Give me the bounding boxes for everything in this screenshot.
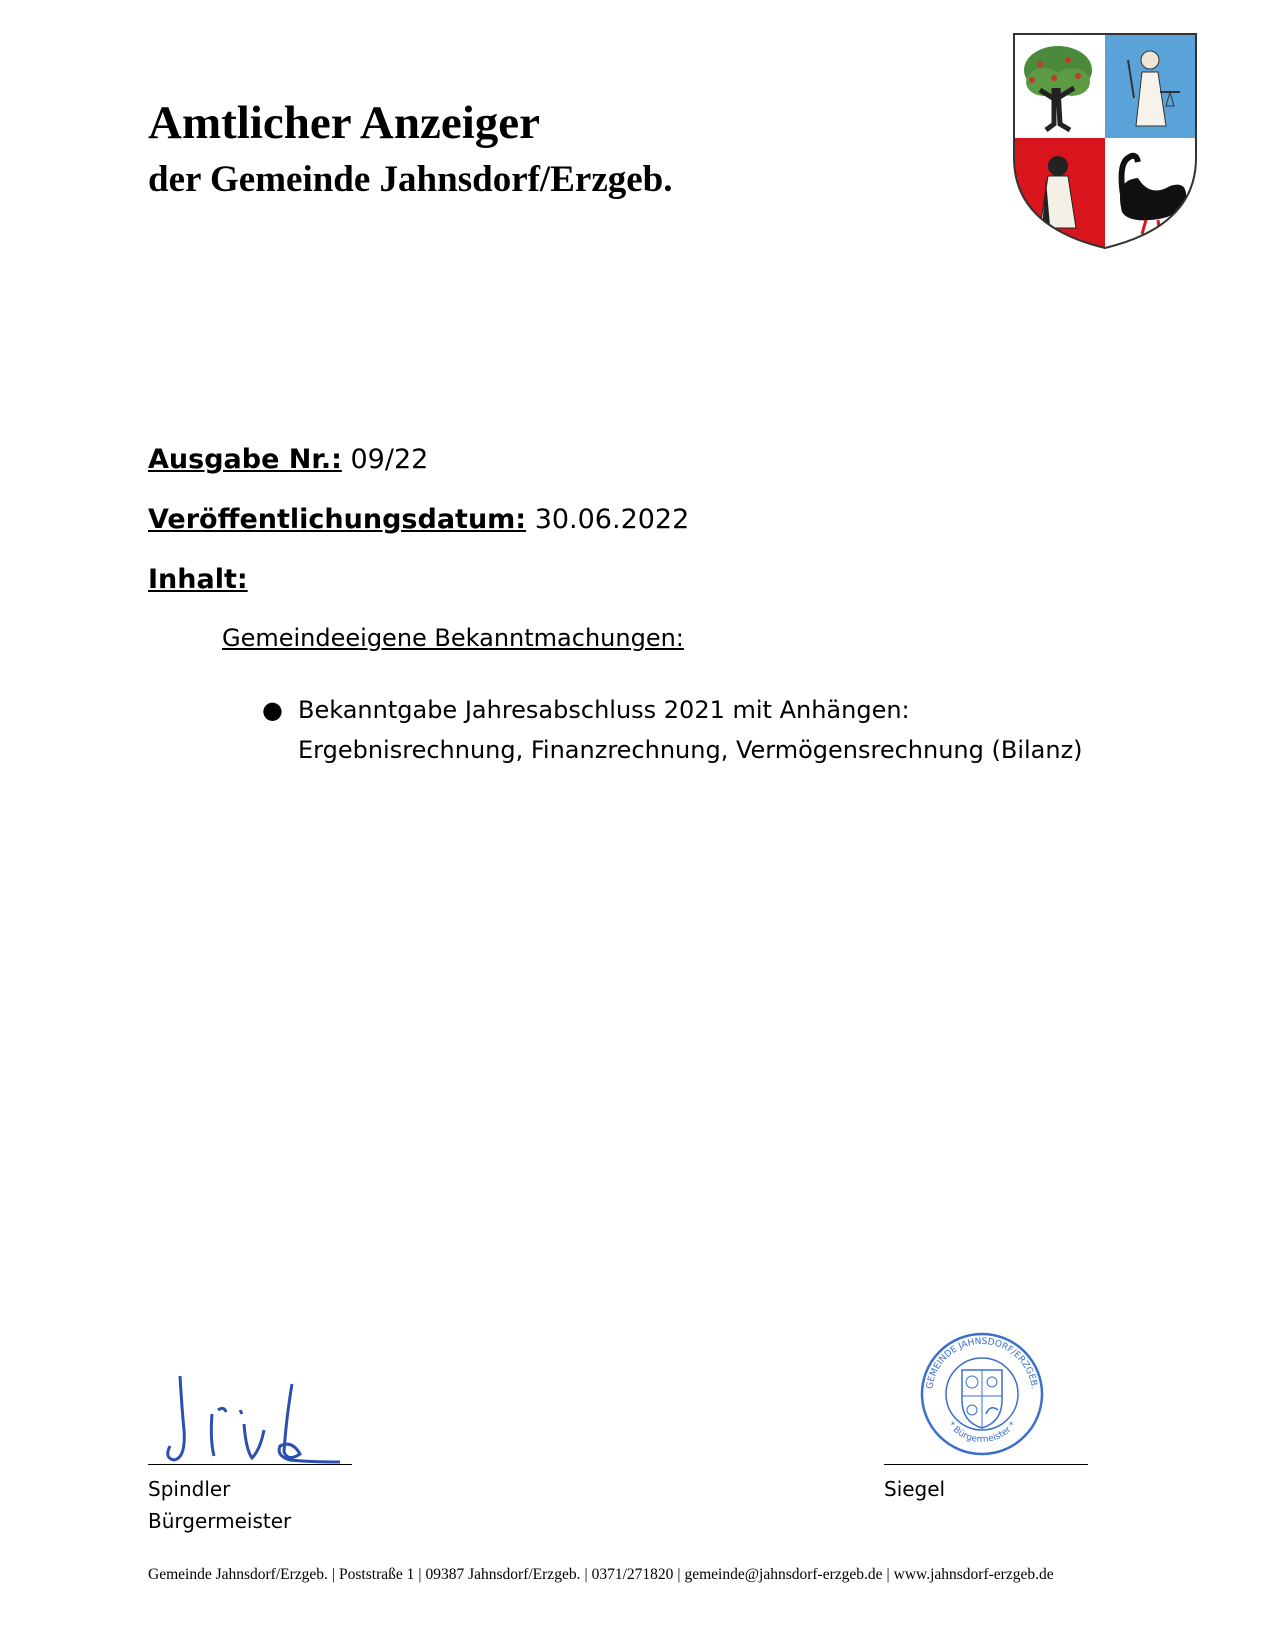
date-label: Veröffentlichungsdatum: xyxy=(148,504,527,535)
content-label: Inhalt: xyxy=(148,564,248,595)
section-title: Gemeindeeigene Bekanntmachungen: xyxy=(222,624,684,652)
handwritten-signature xyxy=(160,1370,350,1470)
issue-number-row xyxy=(148,444,428,476)
page-subtitle: der Gemeinde Jahnsdorf/Erzgeb. xyxy=(148,159,673,200)
publication-date-row xyxy=(148,504,689,536)
signatory-role: Bürgermeister xyxy=(148,1509,292,1533)
footer: Gemeinde Jahnsdorf/Erzgeb. | Poststraße 1 | 09387 Jahnsdorf/Erzgeb. | 0371/271820 | gemeinde@jahnsdorf-erzgeb.de | www.jahnsdorf-erzgeb.de xyxy=(148,1566,1054,1583)
issue-value: 09/22 xyxy=(350,444,429,475)
footer-city: 09387 Jahnsdorf/Erzgeb. xyxy=(425,1566,581,1583)
signatory-name: Spindler xyxy=(148,1477,231,1501)
footer-phone: 0371/271820 xyxy=(591,1566,674,1583)
seal-line xyxy=(884,1464,1088,1465)
footer-email: gemeinde@jahnsdorf-erzgeb.de xyxy=(684,1566,883,1583)
date-value: 30.06.2022 xyxy=(534,504,690,535)
coat-of-arms-icon xyxy=(1010,30,1200,252)
seal-label: Siegel xyxy=(884,1477,946,1501)
issue-label: Ausgabe Nr.: xyxy=(148,444,342,475)
footer-website: www.jahnsdorf-erzgeb.de xyxy=(893,1566,1054,1583)
page-title: Amtlicher Anzeiger xyxy=(148,97,540,149)
svg-text:GEMEINDE JAHNSDORF/ERZGEB.: GEMEINDE JAHNSDORF/ERZGEB. xyxy=(925,1336,1039,1390)
list-item-line-2: Ergebnisrechnung, Finanzrechnung, Vermögensrechnung (Bilanz) xyxy=(298,736,1083,764)
official-seal-stamp xyxy=(918,1330,1046,1458)
content-heading-row xyxy=(148,564,248,596)
footer-street: Poststraße 1 xyxy=(339,1566,415,1583)
list-item-text xyxy=(298,690,1083,770)
list-item-line-1: Bekanntgabe Jahresabschluss 2021 mit Anhängen: xyxy=(298,696,910,724)
footer-municipality: Gemeinde Jahnsdorf/Erzgeb. xyxy=(148,1566,328,1583)
signature-line xyxy=(148,1464,352,1465)
bullet-icon: ● xyxy=(262,696,283,724)
svg-text:* Bürgermeister *: * Bürgermeister * xyxy=(945,1420,1019,1446)
